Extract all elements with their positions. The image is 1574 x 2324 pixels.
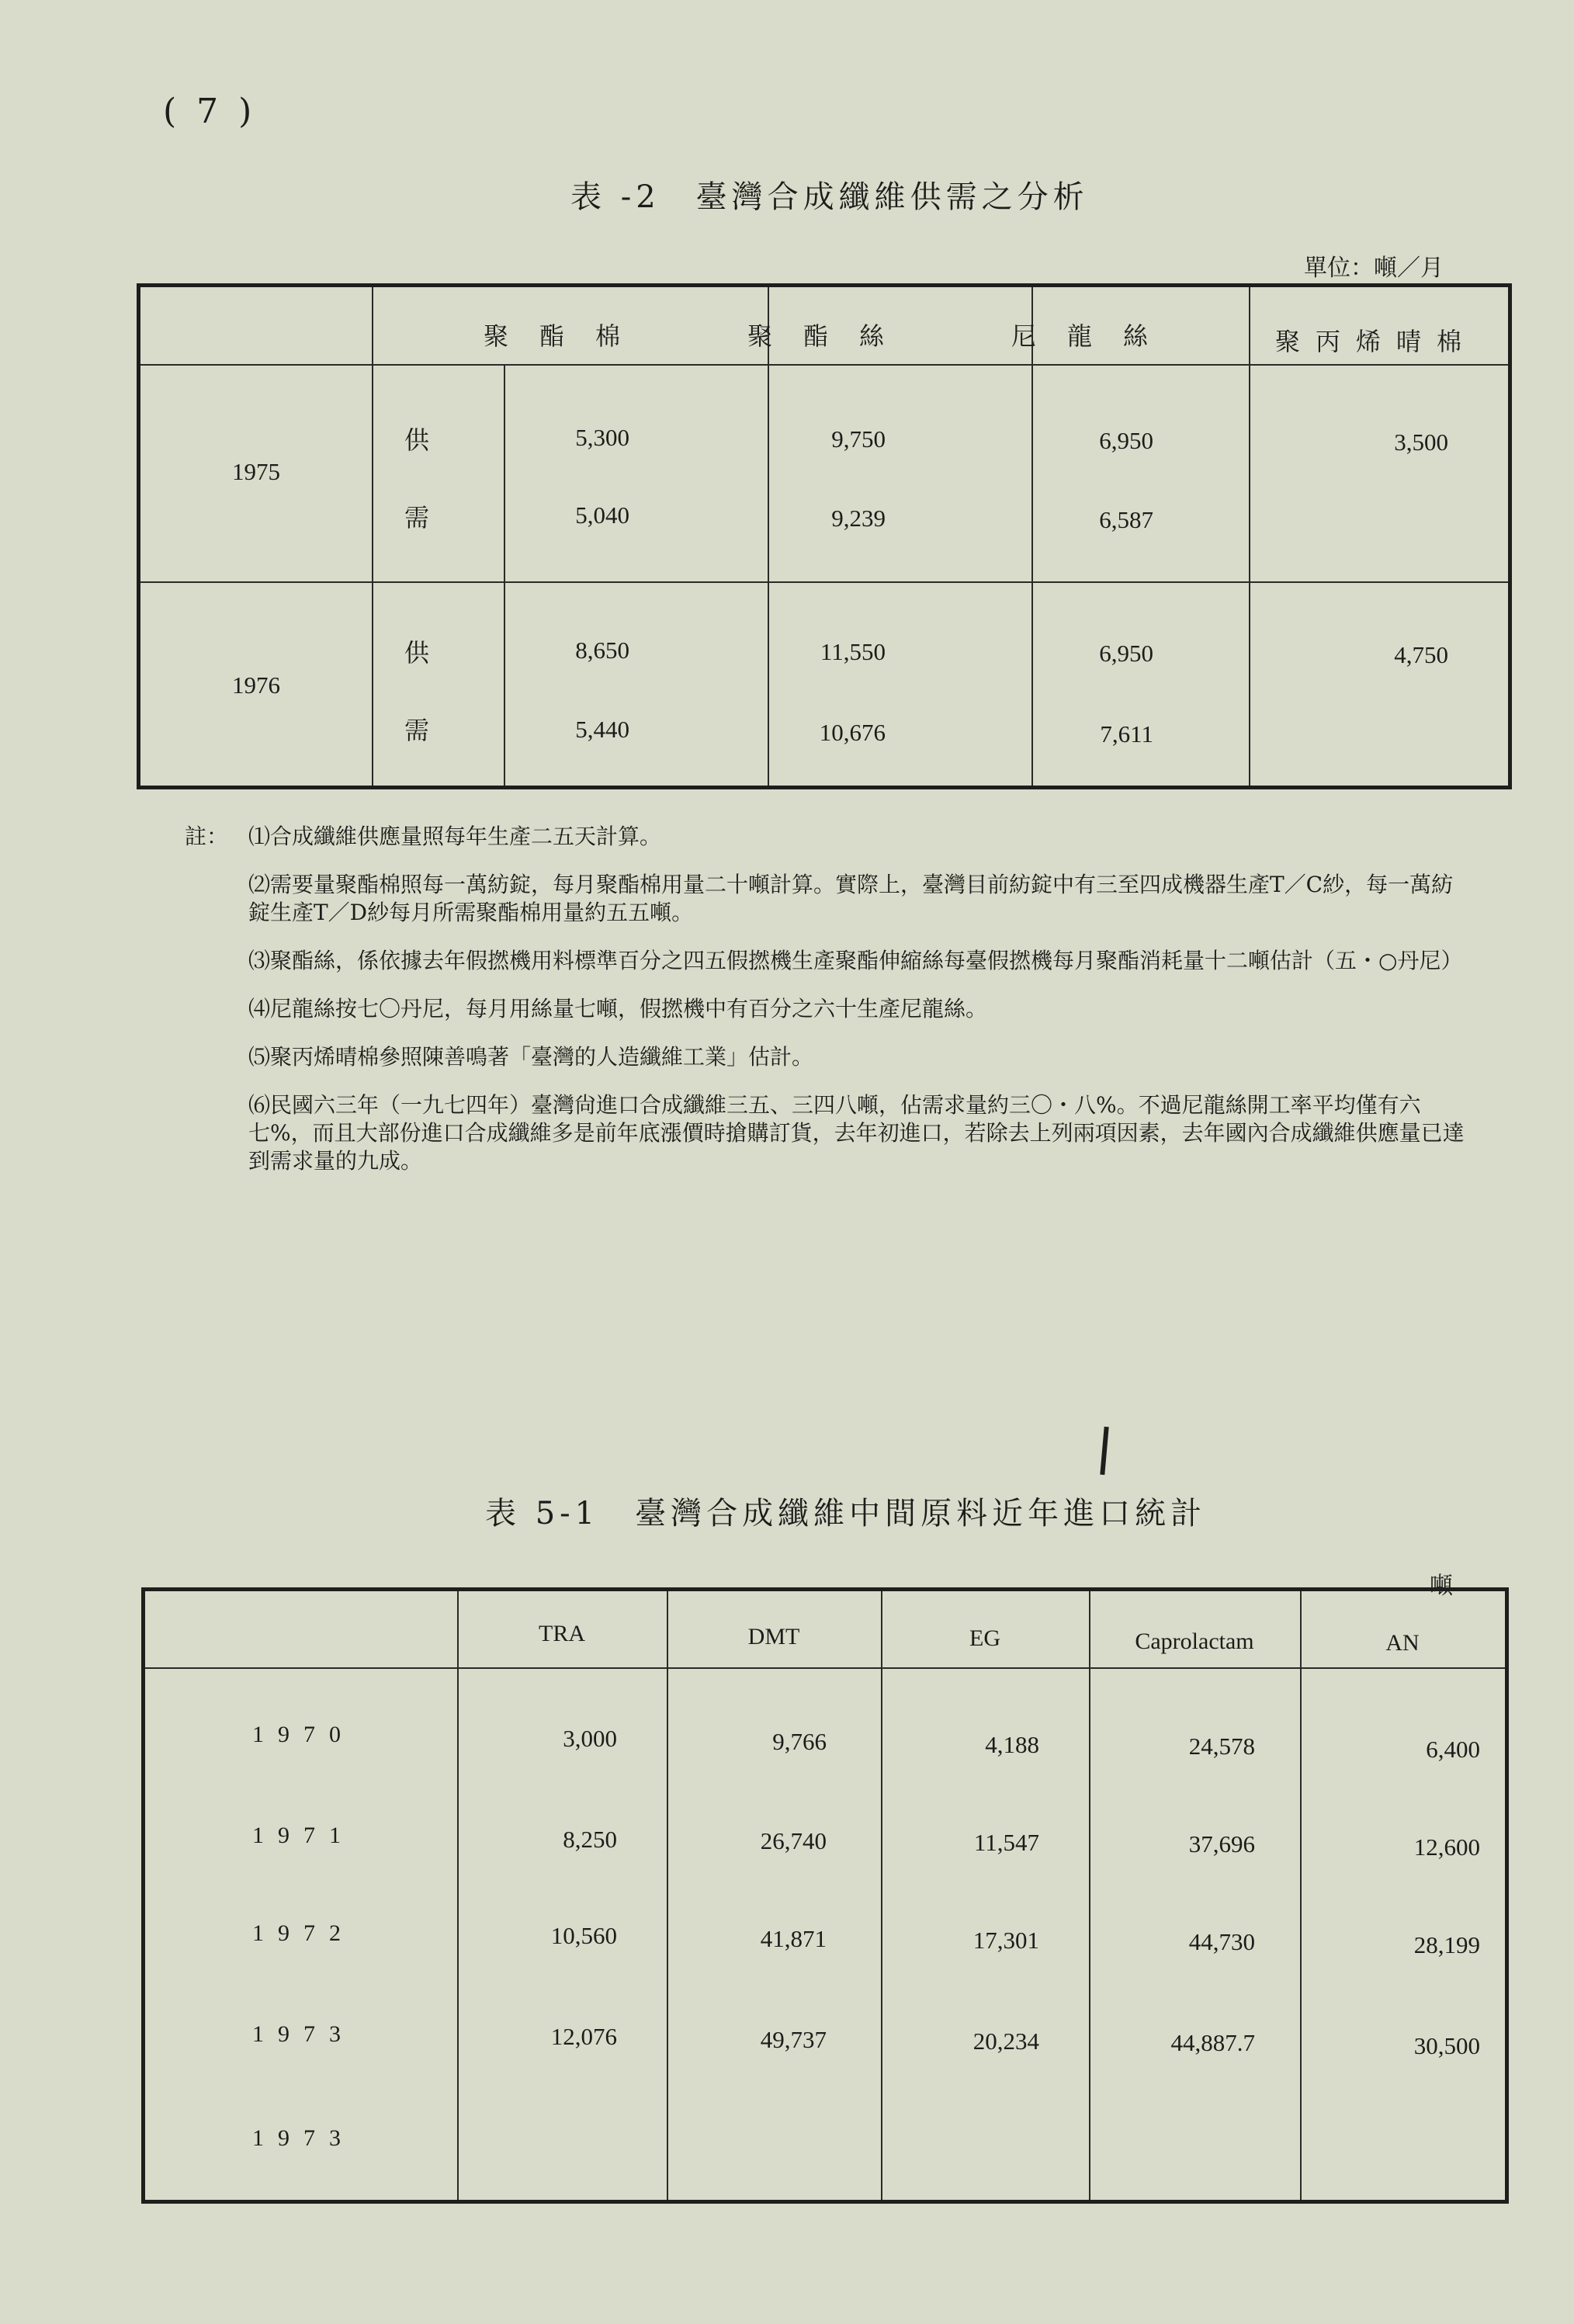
supply-label: 供: [404, 425, 430, 455]
table2-cell: 30,500: [1413, 2032, 1480, 2059]
table2-year: 1971: [252, 1823, 355, 1848]
table1-col-rule: [372, 287, 373, 786]
table1-col-header: 聚丙烯晴棉: [1275, 327, 1478, 356]
supply-label: 供: [404, 638, 430, 668]
table1-row-rule: [140, 581, 1508, 583]
table2-cell: 8,250: [563, 1826, 617, 1853]
table1-cell: 6,950: [1099, 640, 1153, 667]
notes-label: 註：: [185, 824, 229, 849]
table1-header-rule: [140, 364, 1508, 366]
table1-col-header: 聚酯棉: [484, 321, 652, 351]
table2-unit: 噸: [1430, 1573, 1453, 1600]
note-text: ⑵需要量聚酯棉照每一萬紡錠，每月聚酯棉用量二十噸計算。實際上，臺灣目前紡錠中有三至四成機器生產T／C紗，每一萬紡錠生產T／D紗每月所需聚酯棉用量約五五噸。: [248, 872, 1454, 925]
table1-year: 1975: [232, 458, 280, 485]
table1-cell: 9,750: [831, 425, 886, 453]
note-text: ⑷尼龍絲按七〇丹尼，每月用絲量七噸，假撚機中有百分之六十生產尼龍絲。: [248, 996, 988, 1022]
table2-cell: 10,560: [550, 1922, 617, 1949]
table2-col-header: DMT: [747, 1624, 800, 1649]
note-item: [185, 995, 1473, 1023]
table2-year: 1972: [252, 1920, 355, 1946]
note-item: [185, 823, 1473, 851]
table1-col-header: 尼龍絲: [1011, 321, 1180, 351]
note-text: ⑶聚酯絲，係依據去年假撚機用料標準百分之四五假撚機生產聚酯伸縮絲每臺假撚機每月聚酯消耗量十二噸估計（五・○丹尼）: [248, 948, 1463, 973]
table1-cell: 4,750: [1394, 641, 1448, 668]
table2-cell: 11,547: [973, 1829, 1039, 1856]
table2-cell: 6,400: [1426, 1736, 1480, 1763]
table2-cell: 12,600: [1413, 1833, 1480, 1861]
table2-cell: 28,199: [1413, 1931, 1480, 1958]
table1-cell: 6,950: [1099, 427, 1153, 454]
table2-cell: 44,730: [1188, 1928, 1255, 1955]
demand-label: 需: [404, 716, 430, 745]
pen-mark: [1100, 1427, 1108, 1475]
page-number: ( 7 ): [163, 92, 257, 131]
table1-cell: 9,239: [831, 505, 886, 532]
table1-cell: 3,500: [1394, 428, 1448, 456]
table2-cell: 3,000: [563, 1725, 617, 1752]
table2-col-header: AN: [1385, 1630, 1420, 1656]
notes-section: [185, 823, 1473, 1195]
note-item: [185, 871, 1473, 927]
note-text: ⑴合成纖維供應量照每年生產二五天計算。: [248, 824, 662, 849]
table1-col-rule: [1249, 287, 1250, 786]
table2-year: 1973: [252, 2021, 355, 2047]
table1-col-rule: [768, 287, 769, 786]
table2-year: 1973: [252, 2125, 355, 2151]
note-text: ⑸聚丙烯晴棉參照陳善鳴著「臺灣的人造纖維工業」估計。: [248, 1044, 814, 1070]
table2-title: 表 5-1 臺灣合成纖維中間原料近年進口統計: [485, 1496, 1207, 1531]
table2-cell: 4,188: [985, 1731, 1039, 1758]
table2-col-rule: [1300, 1591, 1302, 2200]
table2-cell: 9,766: [772, 1728, 827, 1755]
table2-cell: 37,696: [1188, 1830, 1255, 1857]
table2-cell: 41,871: [760, 1925, 827, 1952]
table2-cell: 26,740: [760, 1827, 827, 1854]
table2-cell: 49,737: [760, 2026, 827, 2053]
demand-label: 需: [404, 503, 430, 532]
table1-cell: 5,440: [575, 716, 629, 743]
table2-cell: 17,301: [972, 1927, 1039, 1954]
table2-cell: 44,887.7: [1170, 2029, 1255, 2056]
table1-cell: 10,676: [819, 719, 886, 746]
table2-col-rule: [457, 1591, 459, 2200]
table1-cell: 11,550: [820, 638, 886, 665]
table2-cell: 12,076: [550, 2023, 617, 2050]
table1-col-header: 聚酯絲: [747, 321, 916, 351]
table1-title: 表 -2 臺灣合成纖維供需之分析: [570, 179, 1089, 215]
table1-cell: 6,587: [1099, 506, 1153, 533]
table2: [141, 1587, 1509, 2204]
table1-cell: 8,650: [575, 636, 629, 664]
table2-col-rule: [667, 1591, 668, 2200]
note-text: ⑹民國六三年（一九七四年）臺灣尙進口合成纖維三五、三四八噸，佔需求量約三〇・八%。不過尼龍絲開工率平均僅有六七%，而且大部份進口合成纖維多是前年底漲價時搶購訂貨，去年初進口，若除去上列兩項因素，去年國內合成纖維供應量已達到需求量的九成。: [248, 1092, 1465, 1174]
table2-col-rule: [1089, 1591, 1090, 2200]
table1-year: 1976: [232, 671, 280, 699]
table1-cell: 7,611: [1100, 720, 1153, 747]
table2-year: 1970: [252, 1722, 355, 1747]
note-item: [185, 1043, 1473, 1071]
table2-col-header: EG: [969, 1625, 1000, 1651]
table1-cell: 5,300: [575, 424, 629, 451]
table1-unit: 單位：噸／月: [1304, 255, 1444, 282]
table2-col-header: TRA: [539, 1621, 585, 1646]
note-item: [185, 1091, 1473, 1175]
table2-cell: 24,578: [1188, 1733, 1255, 1760]
table1: [137, 283, 1512, 789]
table1-cell: 5,040: [575, 501, 629, 529]
table2-col-header: Caprolactam: [1135, 1629, 1254, 1654]
table1-col-rule: [1031, 287, 1033, 786]
table2-col-rule: [881, 1591, 882, 2200]
table2-cell: 20,234: [972, 2027, 1039, 2055]
note-item: [185, 947, 1473, 975]
